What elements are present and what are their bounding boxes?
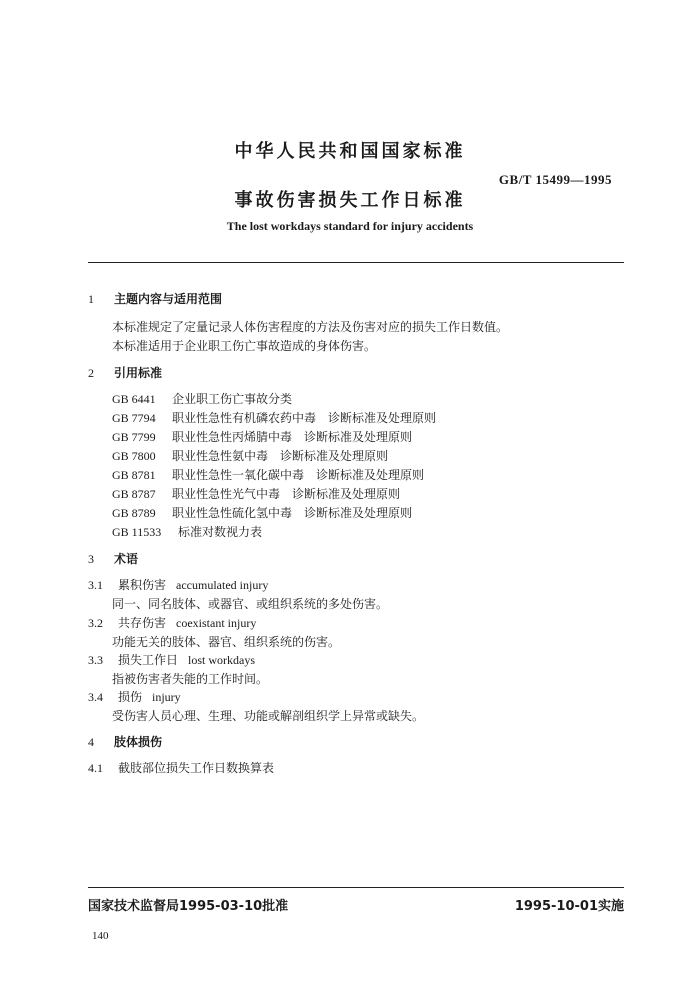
subsection-title: 截肢部位损失工作日数换算表 [118,761,275,775]
page-number: 140 [92,930,109,942]
reference-item [112,447,388,464]
term-number: 3.1 [88,578,103,592]
term-entry [88,576,268,593]
section-1-paragraph-1: 本标准规定了定量记录人体伤害程度的方法及伤害对应的损失工作日数值。 [112,320,509,334]
section-number: 4 [88,735,94,749]
issue-date: 国家技术监督局1995-03-10批准 [88,899,289,914]
term-chinese: 累积伤害 [118,578,167,592]
reference-text: 职业性急性有机磷农药中毒 诊断标准及处理原则 [172,411,437,425]
term-english: lost workdays [188,653,256,667]
term-definition: 受伤害人员心理、生理、功能或解剖组织学上异常或缺失。 [112,709,425,723]
subsection-number: 4.1 [88,761,103,775]
section-title: 术语 [114,552,139,566]
reference-item [112,523,262,540]
reference-code: GB 11533 [112,525,162,539]
reference-text: 标准对数视力表 [178,525,263,539]
reference-code: GB 8787 [112,487,156,501]
reference-text: 职业性急性丙烯腈中毒 诊断标准及处理原则 [172,430,413,444]
term-number: 3.3 [88,653,103,667]
reference-item [112,428,412,445]
standard-number: GB/T 15499—1995 [498,172,612,187]
section-number: 3 [88,552,94,566]
section-title: 肢体损伤 [114,735,163,749]
footer-divider [88,887,624,888]
subsection-4-1 [88,759,274,776]
section-1-heading [88,290,222,307]
national-standard-heading: 中华人民共和国国家标准 [234,141,466,162]
reference-text: 企业职工伤亡事故分类 [172,392,293,406]
term-english: accumulated injury [176,578,269,592]
reference-code: GB 7799 [112,430,156,444]
section-2-heading [88,364,162,381]
reference-code: GB 7794 [112,411,156,425]
term-chinese: 共存伤害 [118,616,167,630]
reference-text: 职业性急性一氧化碳中毒 诊断标准及处理原则 [172,468,425,482]
section-title: 引用标准 [114,366,163,380]
reference-item [112,390,292,407]
document-title-english: The lost workdays standard for injury accidents [226,219,474,233]
reference-item [112,466,424,483]
term-number: 3.4 [88,690,103,704]
document-title: 事故伤害损失工作日标准 [234,190,466,211]
section-4-heading [88,733,162,750]
reference-code: GB 7800 [112,449,156,463]
reference-text: 职业性急性光气中毒 诊断标准及处理原则 [172,487,401,501]
term-entry [88,688,181,705]
term-chinese: 损失工作日 [118,653,179,667]
reference-code: GB 8781 [112,468,156,482]
term-english: coexistant injury [176,616,257,630]
term-english: injury [152,690,181,704]
reference-text: 职业性急性氨中毒 诊断标准及处理原则 [172,449,389,463]
term-definition: 指被伤害者失能的工作时间。 [112,672,269,686]
reference-item [112,409,436,426]
reference-item [112,504,412,521]
term-chinese: 损伤 [118,690,143,704]
term-definition: 功能无关的肢体、器官、组织系统的伤害。 [112,635,341,649]
section-title: 主题内容与适用范围 [114,292,223,306]
section-number: 1 [88,292,94,306]
term-entry [88,614,256,631]
reference-code: GB 6441 [112,392,156,406]
effective-date: 1995-10-01实施 [514,899,624,914]
section-3-heading [88,550,138,567]
term-definition: 同一、同名肢体、或器官、或组织系统的多处伤害。 [112,597,389,611]
header-divider [88,262,624,263]
reference-code: GB 8789 [112,506,156,520]
section-number: 2 [88,366,94,380]
term-entry [88,651,255,668]
term-number: 3.2 [88,616,103,630]
section-1-paragraph-2: 本标准适用于企业职工伤亡事故造成的身体伤害。 [112,339,377,353]
reference-text: 职业性急性硫化氢中毒 诊断标准及处理原则 [172,506,413,520]
reference-item [112,485,400,502]
